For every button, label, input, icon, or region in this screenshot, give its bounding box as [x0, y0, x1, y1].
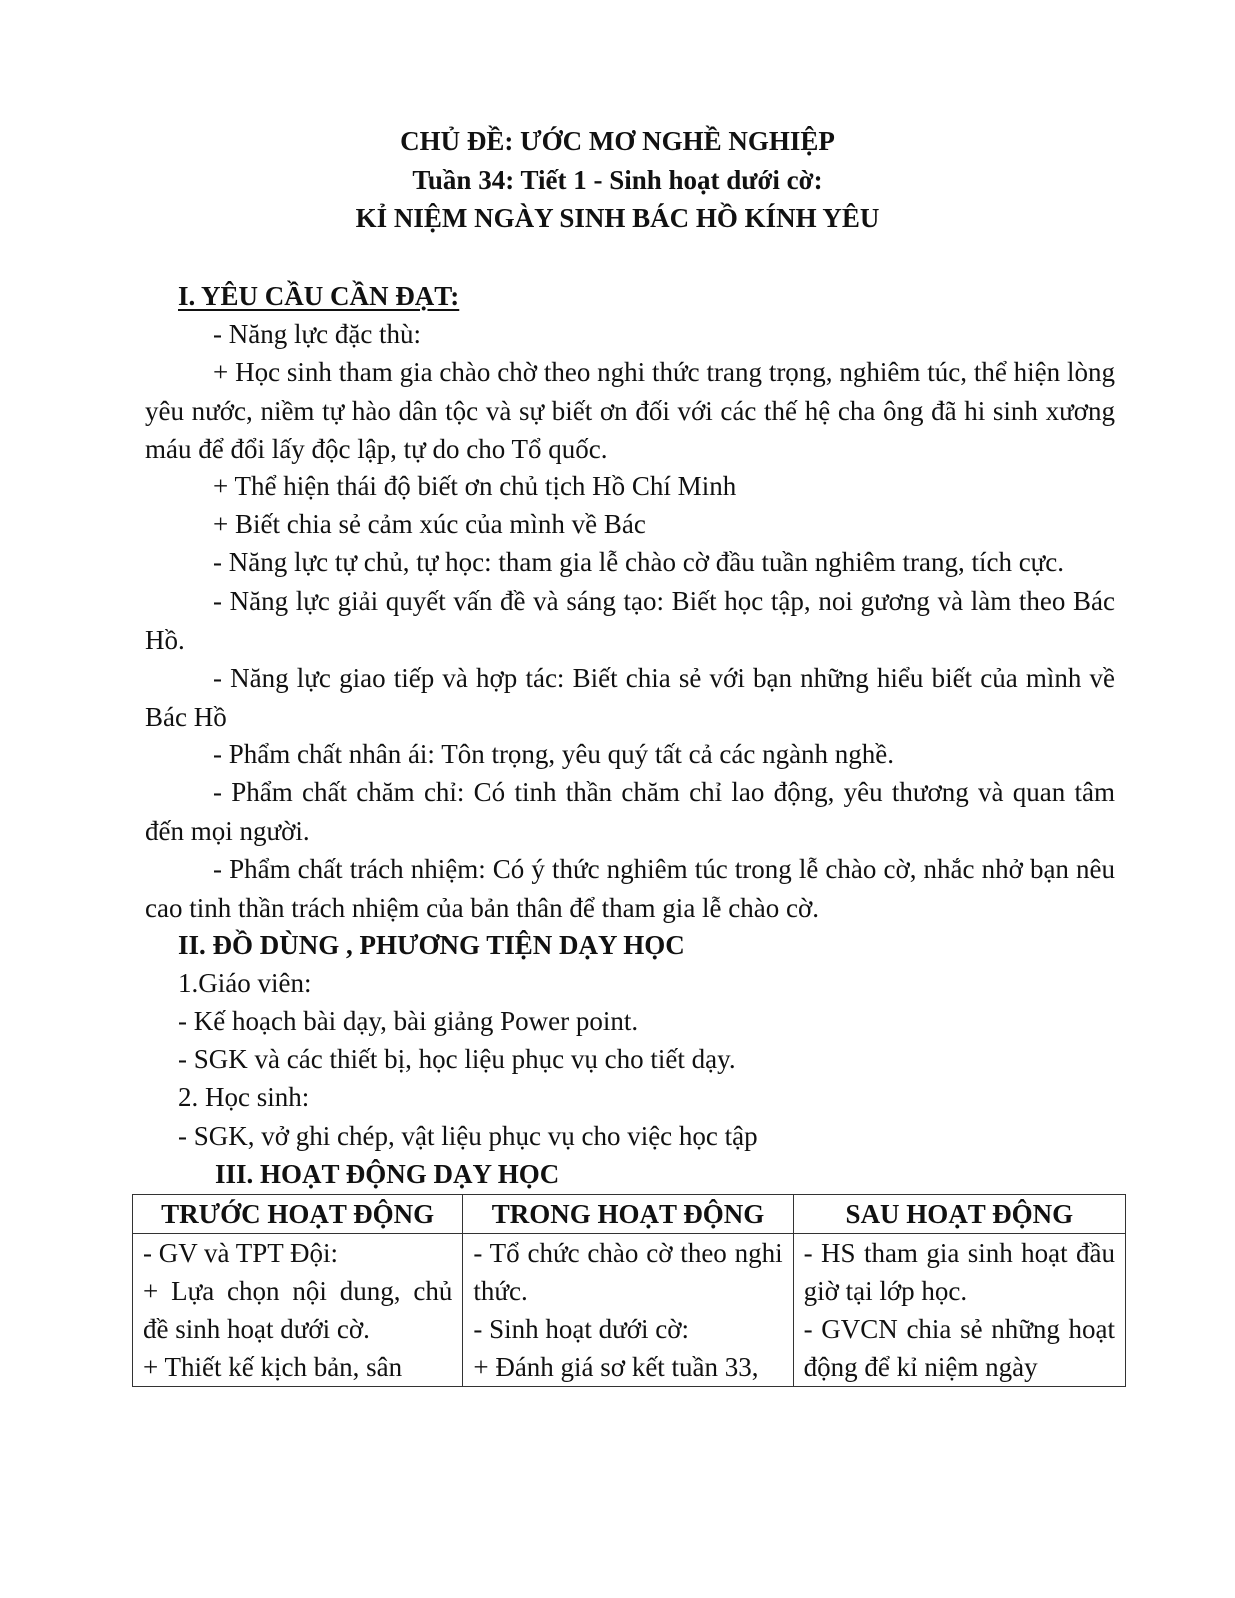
- teacher-label: 1.Giáo viên:: [178, 968, 312, 998]
- cell-line: - GVCN chia sẻ những hoạt động để kỉ niệm ngày: [803, 1314, 1115, 1382]
- requirement-item-2: + Thể hiện thái độ biết ơn chủ tịch Hồ Chí Minh: [213, 471, 737, 501]
- section2-heading: II. ĐỒ DÙNG , PHƯƠNG TIỆN DẠY HỌC: [178, 930, 685, 960]
- requirement-item-9: - Phẩm chất trách nhiệm: Có ý thức nghiêm túc trong lễ chào cờ, nhắc nhở bạn nêu cao tinh thần trách nhiệm của bản thân để tham gia lễ chào cờ.: [145, 854, 1115, 923]
- table-header-row: [133, 1195, 1126, 1234]
- topic-title: CHỦ ĐỀ: ƯỚC MƠ NGHỀ NGHIỆP: [400, 126, 835, 156]
- requirement-item-1: + Học sinh tham gia chào chờ theo nghi thức trang trọng, nghiêm túc, thể hiện lòng yêu nước, niềm tự hào dân tộc và sự biết ơn đối với các thế hệ cha ông đã hi sinh xương máu để đổi lấy độc lập, tự do cho Tổ quốc.: [145, 357, 1115, 464]
- before-activity-cell: [133, 1234, 463, 1387]
- lesson-title: KỈ NIỆM NGÀY SINH BÁC HỒ KÍNH YÊU: [355, 203, 880, 233]
- cell-line: - GV và TPT Đội:: [143, 1238, 339, 1268]
- cell-line: + Thiết kế kịch bản, sân: [143, 1352, 403, 1382]
- during-activity-cell: [463, 1234, 793, 1387]
- requirement-item-6: - Năng lực giao tiếp và hợp tác: Biết chia sẻ với bạn những hiểu biết của mình về Bác Hồ: [145, 663, 1115, 732]
- header-after-activity: SAU HOẠT ĐỘNG: [793, 1195, 1125, 1234]
- week-title: Tuần 34: Tiết 1 - Sinh hoạt dưới cờ:: [412, 165, 823, 195]
- header-during-activity: TRONG HOẠT ĐỘNG: [463, 1195, 793, 1234]
- teacher-item-2: - SGK và các thiết bị, học liệu phục vụ cho tiết dạy.: [178, 1044, 736, 1074]
- cell-line: + Đánh giá sơ kết tuần 33,: [473, 1352, 759, 1382]
- after-activity-cell: [793, 1234, 1125, 1387]
- requirement-item-8: - Phẩm chất chăm chỉ: Có tinh thần chăm chỉ lao động, yêu thương và quan tâm đến mọi người.: [145, 777, 1115, 846]
- cell-line: - Sinh hoạt dưới cờ:: [473, 1314, 690, 1344]
- section1-heading: I. YÊU CẦU CẦN ĐẠT:: [178, 281, 460, 311]
- header-before-activity: TRƯỚC HOẠT ĐỘNG: [133, 1195, 463, 1234]
- section3-heading: III. HOẠT ĐỘNG DẠY HỌC: [215, 1159, 560, 1189]
- cell-line: - HS tham gia sinh hoạt đầu giờ tại lớp học.: [803, 1238, 1115, 1306]
- requirement-item-4: - Năng lực tự chủ, tự học: tham gia lễ chào cờ đầu tuần nghiêm trang, tích cực.: [213, 547, 1065, 577]
- teacher-item-1: - Kế hoạch bài dạy, bài giảng Power point.: [178, 1006, 639, 1036]
- requirement-item-7: - Phẩm chất nhân ái: Tôn trọng, yêu quý tất cả các ngành nghề.: [213, 739, 895, 769]
- requirement-item-3: + Biết chia sẻ cảm xúc của mình về Bác: [213, 509, 646, 539]
- table-row: [133, 1234, 1126, 1387]
- student-item-1: - SGK, vở ghi chép, vật liệu phục vụ cho việc học tập: [178, 1121, 758, 1151]
- specific-competence-label: - Năng lực đặc thù:: [213, 319, 422, 349]
- requirement-item-5: - Năng lực giải quyết vấn đề và sáng tạo: Biết học tập, noi gương và làm theo Bác Hồ.: [145, 586, 1115, 655]
- cell-line: - Tổ chức chào cờ theo nghi thức.: [473, 1238, 783, 1306]
- student-label: 2. Học sinh:: [178, 1082, 310, 1112]
- activity-table: [132, 1194, 1126, 1387]
- cell-line: + Lựa chọn nội dung, chủ đề sinh hoạt dưới cờ.: [143, 1276, 453, 1344]
